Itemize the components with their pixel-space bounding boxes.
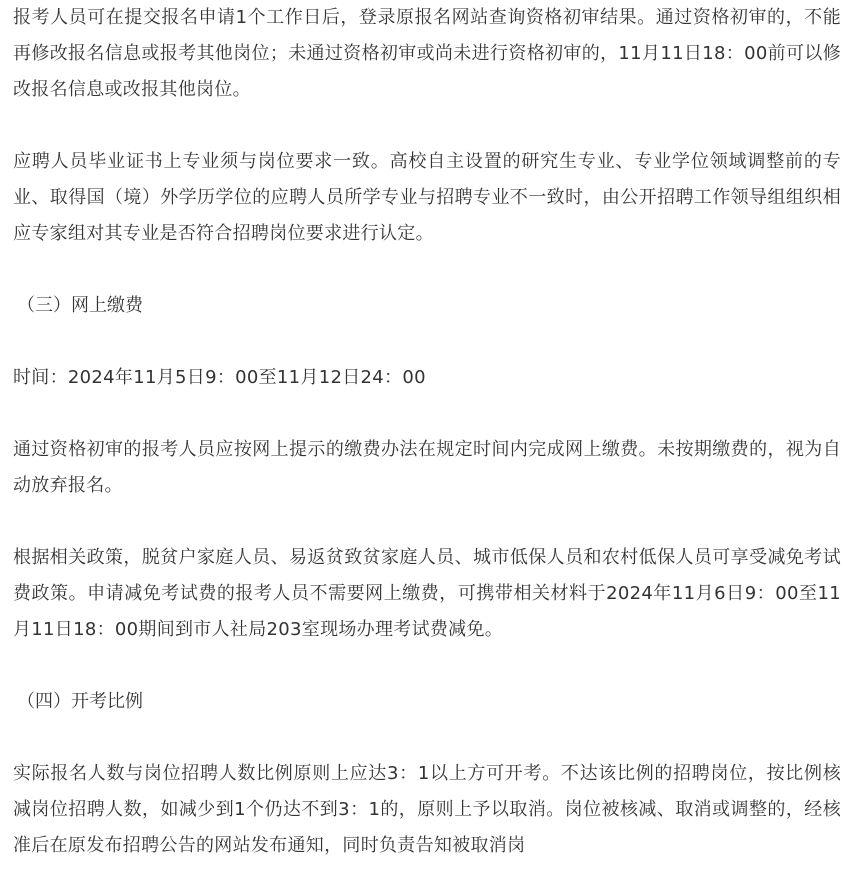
paragraph-qualification-result: 报考人员可在提交报名申请1个工作日后，登录原报名网站查询资格初审结果。通过资格初审的，不能再修改报名信息或报考其他岗位；未通过资格初审或尚未进行资格初审的，11月11日18：00前可以修改报名信息或改报其他岗位。 — [13, 7, 841, 100]
paragraph-spacer — [13, 324, 841, 360]
paragraph-spacer — [13, 252, 841, 288]
paragraph-spacer — [13, 108, 841, 144]
paragraph-exam-ratio: 实际报名人数与岗位招聘人数比例原则上应达3：1以上方可开考。不达该比例的招聘岗位，按比例核减岗位招聘人数，如减少到1个仍达不到3：1的，原则上予以取消。岗位被核减、取消或调整的，经核准后在原发布招聘公告的网站发布通知，同时负责告知被取消岗 — [13, 763, 841, 856]
article-body — [13, 0, 841, 864]
paragraph-payment-instructions: 通过资格初审的报考人员应按网上提示的缴费办法在规定时间内完成网上缴费。未按期缴费的，视为自动放弃报名。 — [13, 439, 841, 496]
paragraph-spacer — [13, 648, 841, 684]
paragraph-fee-exemption: 根据相关政策，脱贫户家庭人员、易返贫致贫家庭人员、城市低保人员和农村低保人员可享受减免考试费政策。申请减免考试费的报考人员不需要网上缴费，可携带相关材料于2024年11月6日9：00至11月11日18：00期间到市人社局203室现场办理考试费减免。 — [13, 547, 841, 640]
paragraph-spacer — [13, 396, 841, 432]
paragraph-payment-time: 时间：2024年11月5日9：00至11月12日24：00 — [13, 367, 426, 388]
section-heading-exam-ratio: （四）开考比例 — [17, 691, 143, 712]
paragraph-spacer — [13, 720, 841, 756]
paragraph-major-requirement: 应聘人员毕业证书上专业须与岗位要求一致。高校自主设置的研究生专业、专业学位领域调整前的专业、取得国（境）外学历学位的应聘人员所学专业与招聘专业不一致时，由公开招聘工作领导组组织相应专家组对其专业是否符合招聘岗位要求进行认定。 — [13, 151, 841, 244]
section-heading-online-payment: （三）网上缴费 — [17, 295, 143, 316]
paragraph-spacer — [13, 504, 841, 540]
